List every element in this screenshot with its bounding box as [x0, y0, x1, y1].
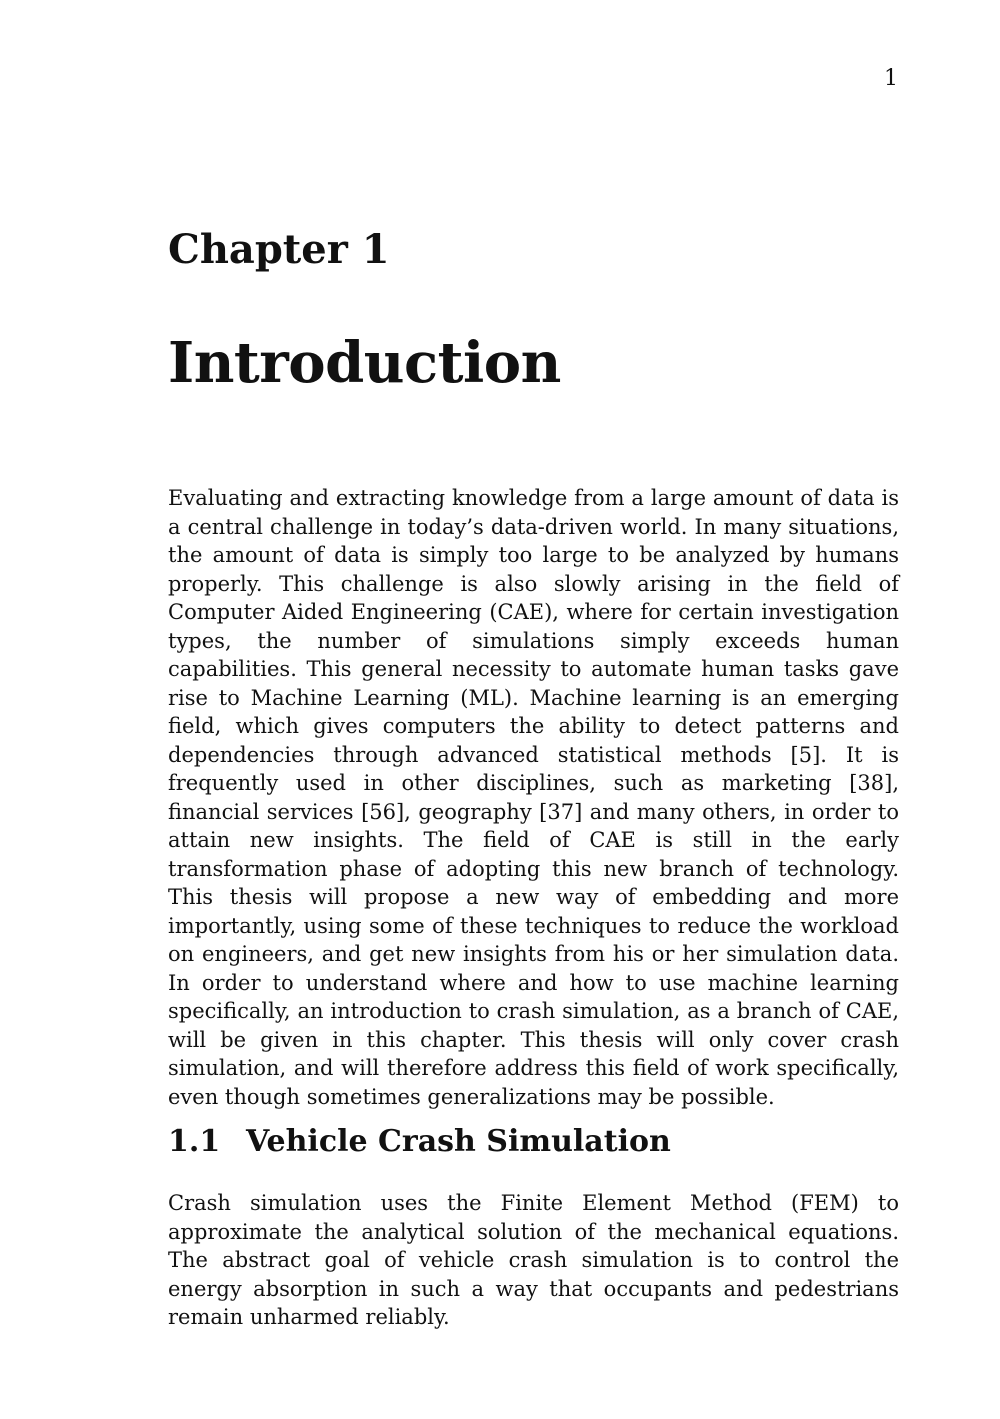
section-title: Vehicle Crash Simulation [246, 1124, 671, 1159]
section-heading [168, 1124, 671, 1159]
intro-paragraph: Evaluating and extracting knowledge from a large amount of data is a central challenge in today’s data-driven world. In many situations, the amount of data is simply too large to be analyzed by humans properly. This challenge is also slowly arising in the field of Computer Aided Engineering (CAE), where for certain investigation types, the number of simulations simply exceeds human capabilities. This general necessity to automate human tasks gave rise to Machine Learning (ML). Machine learning is an emerging field, which gives computers the ability to detect patterns and dependencies through advanced statistical methods [5]. It is frequently used in other disciplines, such as marketing [38], financial services [56], geography [37] and many others, in order to attain new insights. The field of CAE is still in the early transformation phase of adopting this new branch of technology. This thesis will propose a new way of embedding and more importantly, using some of these techniques to reduce the workload on engineers, and get new insights from his or her simulation data. In order to understand where and how to use machine learning specifically, an introduction to crash simulation, as a branch of CAE, will be given in this chapter. This thesis will only cover crash simulation, and will therefore address this field of work specifically, even though sometimes generalizations may be possible. [168, 486, 899, 1109]
section-paragraph: Crash simulation uses the Finite Element Method (FEM) to approximate the analytical solution of the mechanical equations. The abstract goal of vehicle crash simulation is to control the energy absorption in such a way that occupants and pedestrians remain unharmed reliably. [168, 1191, 899, 1329]
chapter-title: Introduction [168, 330, 561, 396]
chapter-label: Chapter 1 [168, 226, 390, 273]
page-number: 1 [884, 66, 898, 91]
section-number: 1.1 [168, 1124, 221, 1159]
